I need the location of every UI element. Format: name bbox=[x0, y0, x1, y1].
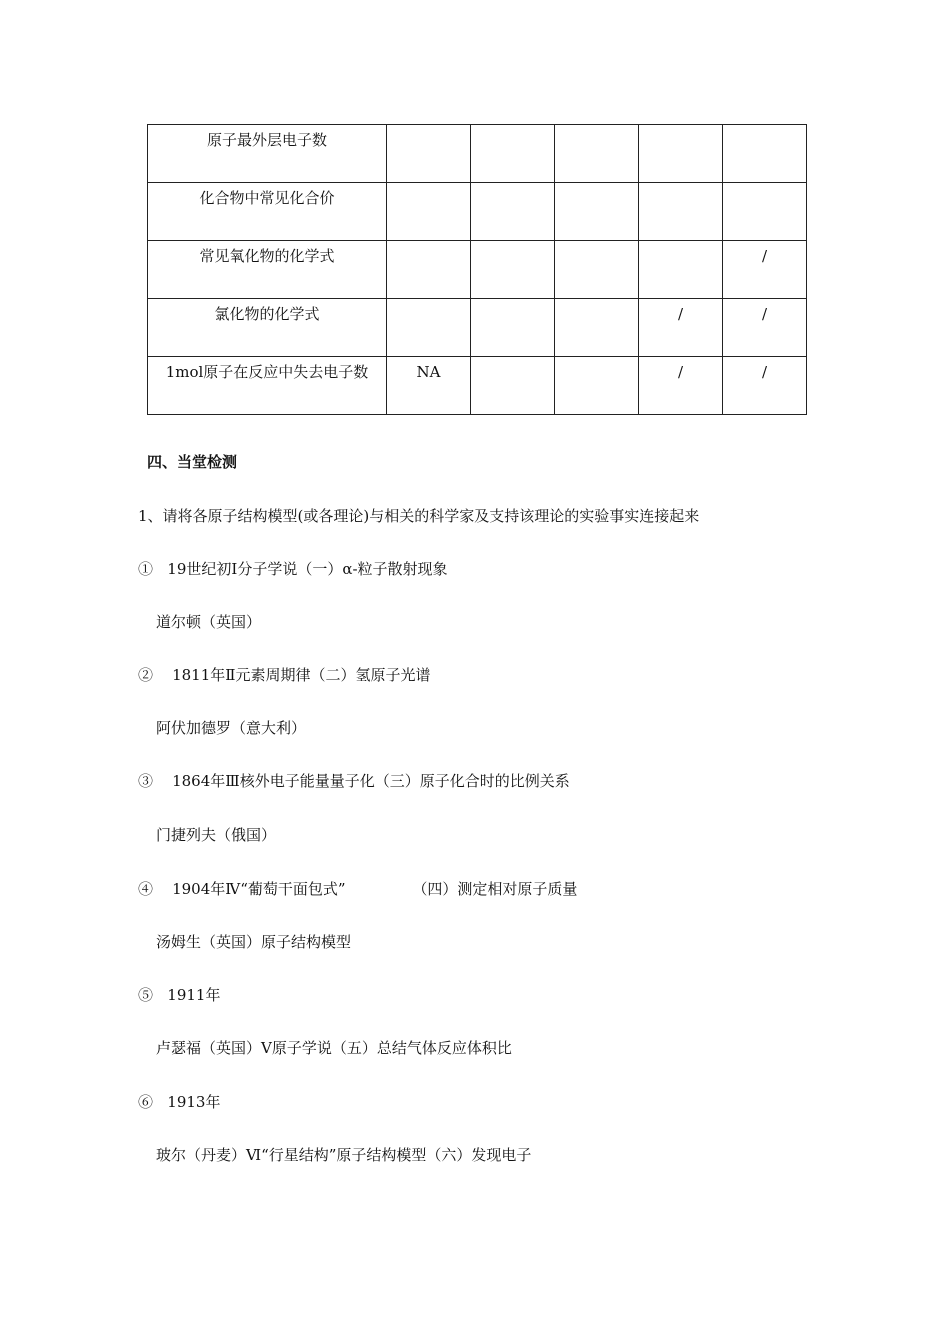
table-cell bbox=[555, 183, 639, 241]
table-cell: / bbox=[723, 299, 807, 357]
row-label: 1mol原子在反应中失去电子数 bbox=[148, 357, 387, 415]
table-cell bbox=[555, 125, 639, 183]
question-line: ① 19世纪初Ⅰ分子学说（一）α-粒子散射现象 bbox=[138, 560, 448, 578]
element-properties-table bbox=[147, 124, 807, 415]
table-row bbox=[148, 357, 807, 415]
question-line: 1、请将各原子结构模型(或各理论)与相关的科学家及支持该理论的实验事实连接起来 bbox=[138, 507, 700, 525]
table-cell bbox=[471, 299, 555, 357]
question-line: 道尔顿（英国） bbox=[156, 613, 262, 631]
question-line: 门捷列夫（俄国） bbox=[156, 826, 277, 844]
row-label: 氯化物的化学式 bbox=[148, 299, 387, 357]
table-cell: / bbox=[723, 357, 807, 415]
table-cell: / bbox=[723, 241, 807, 299]
table-cell bbox=[471, 357, 555, 415]
question-line: ② 1811年Ⅱ元素周期律（二）氢原子光谱 bbox=[138, 666, 431, 684]
table-cell: / bbox=[639, 299, 723, 357]
table-cell bbox=[555, 241, 639, 299]
table-cell bbox=[387, 125, 471, 183]
row-label: 常见氧化物的化学式 bbox=[148, 241, 387, 299]
table-cell bbox=[387, 241, 471, 299]
table-cell bbox=[387, 183, 471, 241]
table-cell bbox=[471, 241, 555, 299]
question-line: ④ 1904年Ⅳ“葡萄干面包式” （四）测定相对原子质量 bbox=[138, 880, 578, 898]
table-cell bbox=[723, 183, 807, 241]
row-label: 化合物中常见化合价 bbox=[148, 183, 387, 241]
question-line: 卢瑟福（英国）Ⅴ原子学说（五）总结气体反应体积比 bbox=[156, 1039, 512, 1057]
section-title: 四、当堂检测 bbox=[147, 453, 238, 471]
table-cell bbox=[639, 125, 723, 183]
question-line: 阿伏加德罗（意大利） bbox=[156, 719, 307, 737]
table-cell bbox=[555, 357, 639, 415]
question-line: ⑤ 1911年 bbox=[138, 986, 221, 1004]
table-row bbox=[148, 241, 807, 299]
question-line: ③ 1864年Ⅲ核外电子能量量子化（三）原子化合时的比例关系 bbox=[138, 772, 570, 790]
row-label: 原子最外层电子数 bbox=[148, 125, 387, 183]
table-cell bbox=[723, 125, 807, 183]
table-row bbox=[148, 299, 807, 357]
table-cell: / bbox=[639, 357, 723, 415]
table-cell bbox=[639, 183, 723, 241]
table-cell bbox=[555, 299, 639, 357]
question-line: ⑥ 1913年 bbox=[138, 1093, 221, 1111]
table-row bbox=[148, 125, 807, 183]
question-line: 玻尔（丹麦）Ⅵ“行星结构”原子结构模型（六）发现电子 bbox=[156, 1146, 532, 1164]
table-row bbox=[148, 183, 807, 241]
table-cell bbox=[471, 125, 555, 183]
question-line: 汤姆生（英国）原子结构模型 bbox=[156, 933, 352, 951]
table-cell bbox=[387, 299, 471, 357]
table-cell: NA bbox=[387, 357, 471, 415]
table-cell bbox=[471, 183, 555, 241]
table-cell bbox=[639, 241, 723, 299]
